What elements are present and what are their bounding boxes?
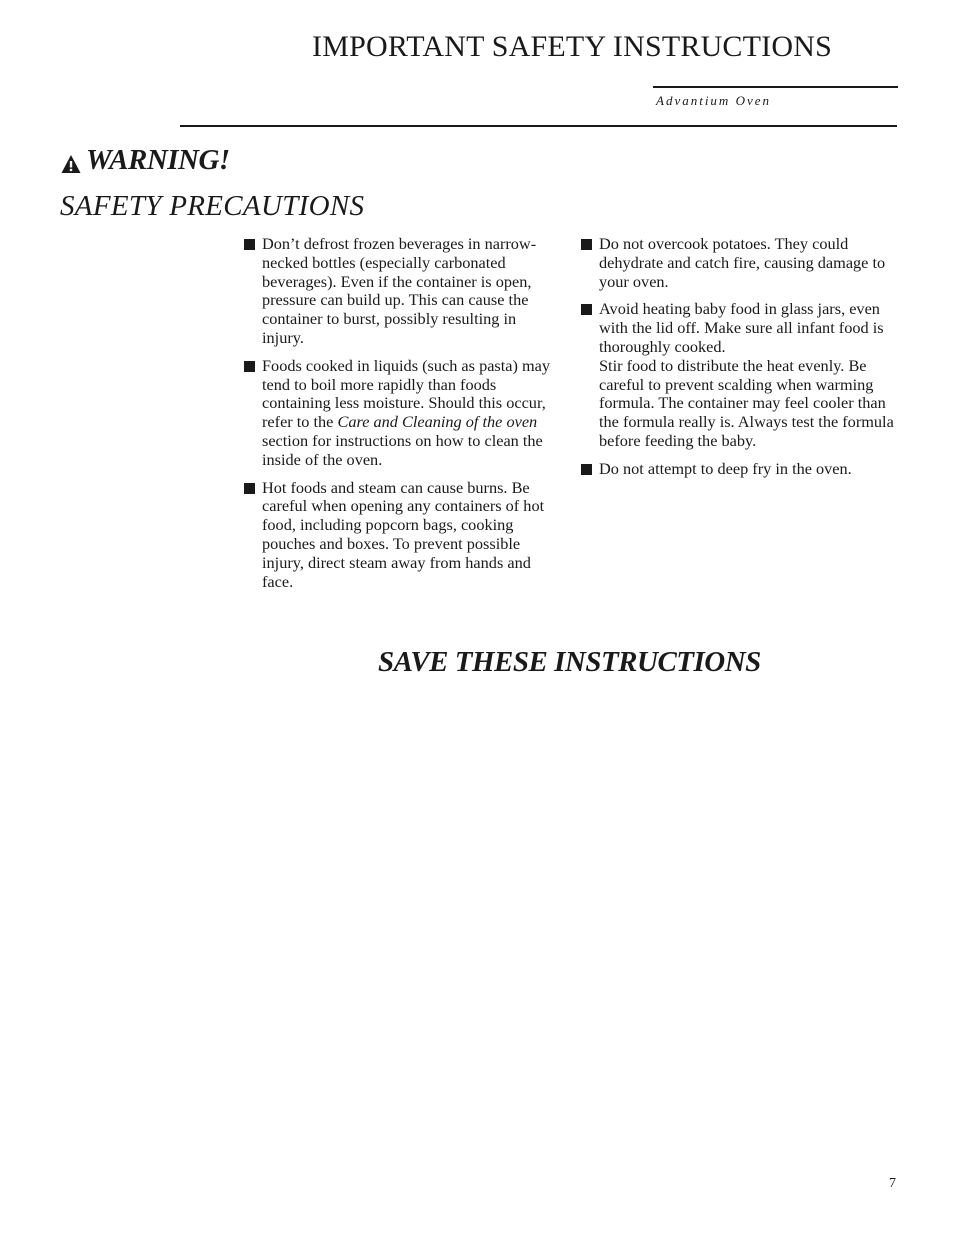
save-instructions-heading: SAVE THESE INSTRUCTIONS	[378, 646, 761, 678]
list-item-text: Don’t defrost frozen beverages in narrow-necked bottles (especially carbonated beverages). Even if the container is open, pressure can build up. This can cause the container to burst, possibly resulting in injury.	[262, 234, 537, 347]
page-number: 7	[889, 1176, 896, 1191]
page-title: IMPORTANT SAFETY INSTRUCTIONS	[312, 30, 832, 63]
warning-triangle-icon	[60, 153, 82, 175]
list-item	[579, 300, 901, 450]
bullet-square-icon	[581, 464, 592, 475]
list-item	[242, 479, 560, 592]
left-column	[242, 235, 560, 600]
warning-heading	[60, 144, 230, 177]
list-item-text	[599, 300, 901, 450]
product-subtitle: Advantium Oven	[656, 93, 772, 108]
list-item-text: Do not attempt to deep fry in the oven.	[599, 458, 852, 478]
list-item-paragraph: Avoid heating baby food in glass jars, even with the lid off. Make sure all infant food is thoroughly cooked.	[599, 299, 884, 356]
header-rule-long	[180, 125, 897, 127]
list-item-paragraph: Stir food to distribute the heat evenly. Be careful to prevent scalding when warming formula. The container may feel cooler than the formula really is. Always test the formula before feeding the baby.	[599, 355, 894, 450]
list-item	[242, 357, 560, 470]
list-item-text: Do not overcook potatoes. They could dehydrate and catch fire, causing damage to your oven.	[599, 234, 886, 291]
bullet-square-icon	[244, 361, 255, 372]
list-item-text: Hot foods and steam can cause burns. Be careful when opening any containers of hot food, including popcorn bags, cooking pouches and boxes. To prevent possible injury, direct steam away from hands and face.	[262, 477, 545, 591]
bullet-square-icon	[581, 239, 592, 250]
warning-label: WARNING!	[86, 144, 230, 176]
right-column	[579, 235, 901, 488]
list-item	[579, 460, 901, 479]
bullet-square-icon	[244, 483, 255, 494]
list-item	[242, 235, 560, 348]
care-cleaning-reference: Care and Cleaning of the oven	[337, 412, 538, 432]
list-item	[579, 235, 901, 291]
bullet-square-icon	[581, 304, 592, 315]
list-item-text	[262, 357, 560, 470]
list-item-text-part: Foods cooked in liquids (such as pasta) may tend to boil more rapidly than foods containing less moisture. Should this occur, refer to the	[262, 355, 551, 432]
header-rule-short	[653, 86, 898, 88]
section-heading: SAFETY PRECAUTIONS	[60, 190, 365, 222]
bullet-square-icon	[244, 239, 255, 250]
list-item-text-part: section for instructions on how to clean the inside of the oven.	[262, 430, 543, 469]
